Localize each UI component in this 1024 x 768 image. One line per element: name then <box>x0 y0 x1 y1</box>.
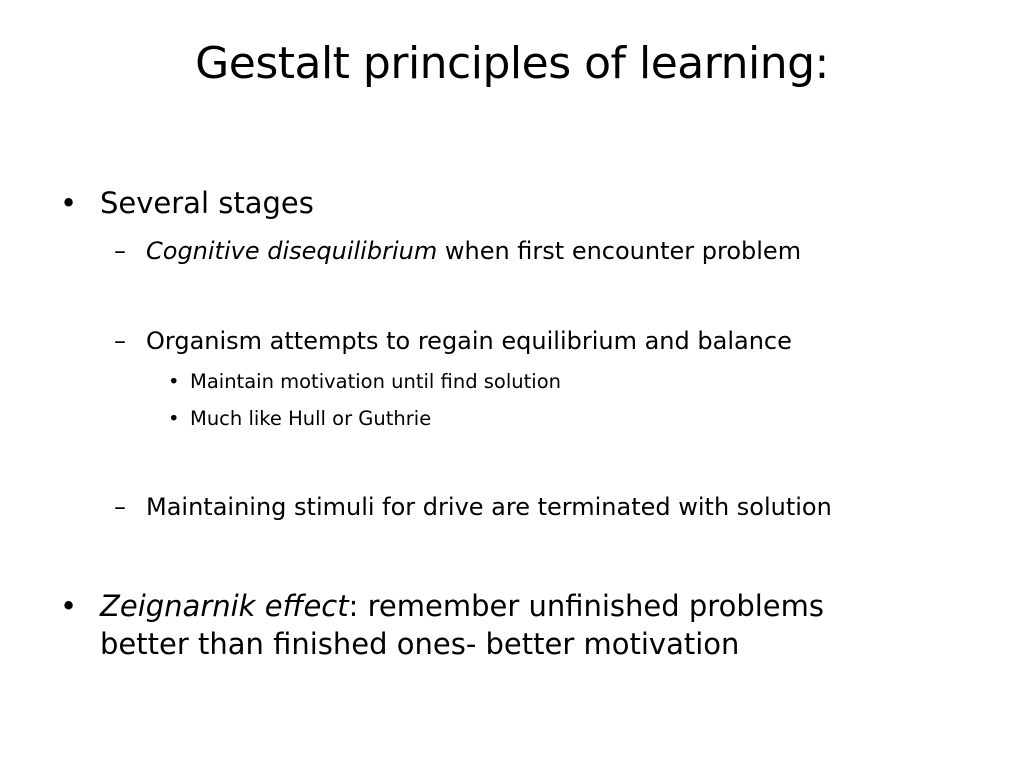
bullet-zeignarnik-effect <box>60 587 920 663</box>
subsub-bullet-hull-guthrie <box>168 406 432 432</box>
bullet-several-stages <box>60 184 314 222</box>
bullet-text: Much like Hull or Guthrie <box>190 407 432 430</box>
bullet-marker: • <box>60 186 78 220</box>
bullet-text: Several stages <box>100 186 314 220</box>
sub-bullet-cognitive-disequilibrium <box>114 235 802 267</box>
bullet-marker: • <box>168 407 180 430</box>
bullet-marker: • <box>168 370 180 393</box>
bullet-text: Organism attempts to regain equilibrium and balance <box>146 327 792 355</box>
bullet-text: : remember unfinished problems better than finished ones- better motivation <box>100 589 824 661</box>
bullet-text: Maintain motivation until find solution <box>190 370 561 393</box>
sub-bullet-maintaining-stimuli <box>114 491 832 523</box>
italic-term: Zeignarnik effect <box>100 589 349 623</box>
slide-title: Gestalt principles of learning: <box>195 38 829 89</box>
dash-marker: – <box>114 237 126 265</box>
dash-marker: – <box>114 493 126 521</box>
dash-marker: – <box>114 327 126 355</box>
bullet-text: when first encounter problem <box>437 237 802 265</box>
subsub-bullet-maintain-motivation <box>168 369 561 395</box>
bullet-marker: • <box>60 589 78 623</box>
bullet-text: Maintaining stimuli for drive are terminated with solution <box>146 493 832 521</box>
italic-term: Cognitive disequilibrium <box>146 237 438 265</box>
sub-bullet-organism-attempts <box>114 325 792 357</box>
